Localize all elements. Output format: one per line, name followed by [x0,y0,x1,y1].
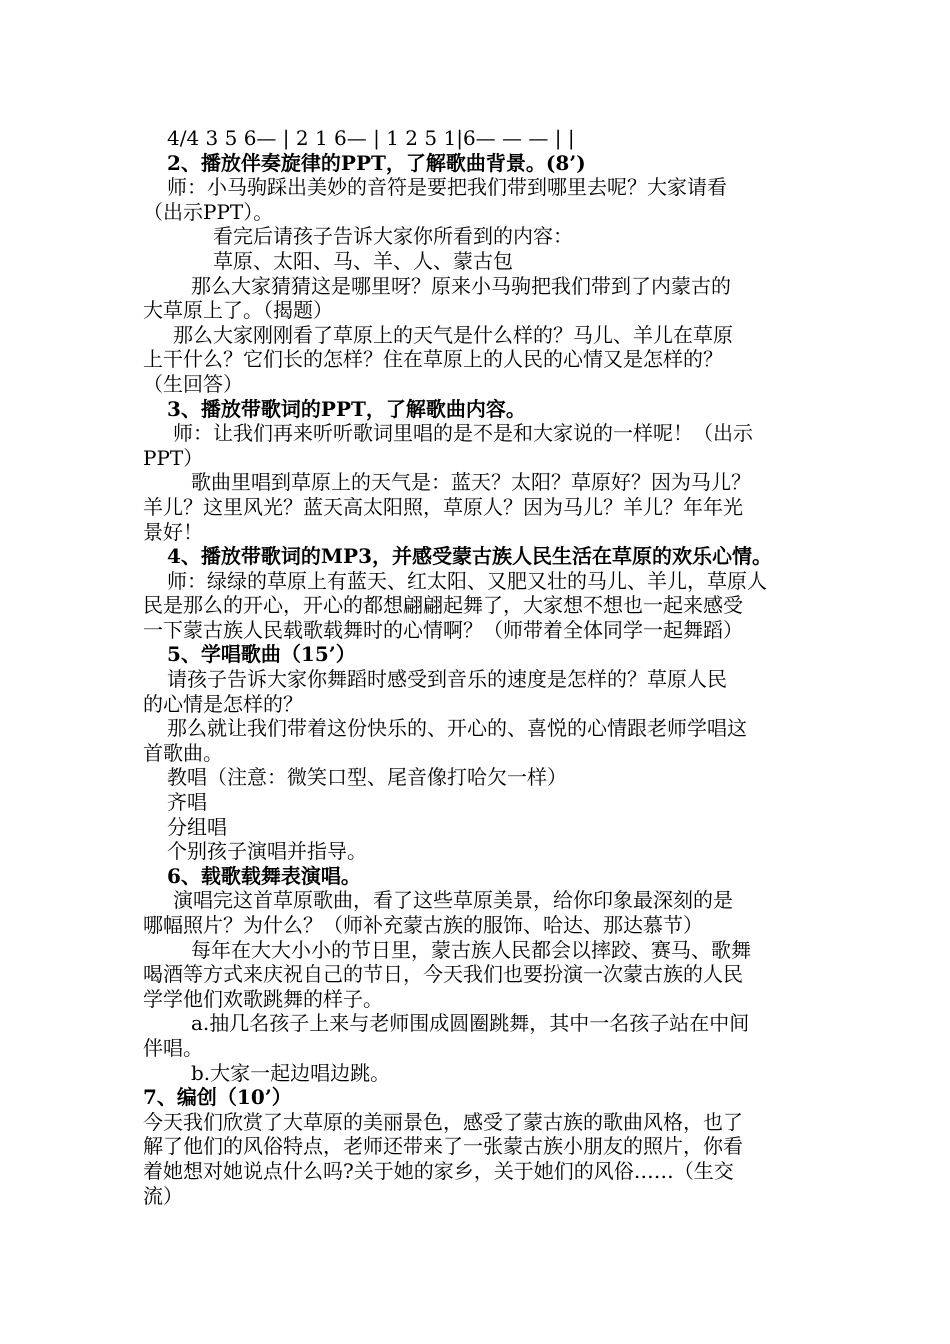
text-line: 教唱（注意：微笑口型、尾音像打哈欠一样） [167,765,567,790]
text-line: 师：小马驹踩出美妙的音符是要把我们带到哪里去呢？大家请看 [167,175,727,200]
text-line: 师：绿绿的草原上有蓝天、红太阳、又肥又壮的马儿、羊儿，草原人 [167,568,767,593]
text-line: 大草原上了。（揭题） [143,298,333,323]
text-line: 看完后请孩子告诉大家你所看到的内容： [213,224,573,249]
text-line: 那么大家猜猜这是哪里呀？原来小马驹把我们带到了内蒙古的 [191,273,731,298]
text-line: 每年在大大小小的节日里，蒙古族人民都会以摔跤、赛马、歌舞 [191,937,751,962]
text-line: 草原、太阳、马、羊、人、蒙古包 [213,248,513,273]
text-line: 流） [143,1183,183,1208]
text-line: 哪幅照片？为什么？（师补充蒙古族的服饰、哈达、那达慕节） [143,913,703,937]
text-line: 一下蒙古族人民载歌载舞时的心情啊？（师带着全体同学一起舞蹈） [143,617,743,642]
document-page [143,126,808,1208]
text-line: （出示PPT）。 [143,199,274,224]
text-line: 伴唱。 [143,1035,203,1060]
text-line: 着她想对她说点什么吗?关于她的家乡，关于她们的风俗……（生交 [143,1158,734,1183]
text-line: 喝酒等方式来庆祝自己的节日，今天我们也要扮演一次蒙古族的人民 [143,962,743,987]
text-line: 上干什么？它们长的怎样？住在草原上的人民的心情又是怎样的？ [143,347,723,372]
text-line: 景好！ [143,519,203,544]
text-line: （生回答） [143,371,243,396]
text-line: 个别孩子演唱并指导。 [167,839,367,864]
text-line: 今天我们欣赏了大草原的美丽景色，感受了蒙古族的歌曲风格，也了 [143,1109,743,1134]
text-line: 民是那么的开心，开心的都想翩翩起舞了，大家想不想也一起来感受 [143,593,743,618]
text-line: 那么就让我们带着这份快乐的、开心的、喜悦的心情跟老师学唱这 [167,716,747,741]
text-line: 学学他们欢歌跳舞的样子。 [143,986,383,1011]
text-line: 6、载歌载舞表演唱。 [167,863,361,888]
text-line: PPT） [143,445,204,470]
text-line: 演唱完这首草原歌曲，看了这些草原美景，给你印象最深刻的是 [173,888,733,913]
text-line: 4/4 3 5 6— | 2 1 6— | 1 2 5 1|6— — — | | [167,126,575,150]
text-line: 解了他们的风俗特点，老师还带来了一张蒙古族小朋友的照片，你看 [143,1134,743,1159]
text-line: 师：让我们再来听听歌词里唱的是不是和大家说的一样呢！（出示 [173,421,753,446]
text-line: 齐唱 [167,790,207,815]
text-line: 5、学唱歌曲（15’） [167,642,356,667]
text-line: 首歌曲。 [143,740,223,765]
text-line: 分组唱 [167,814,227,839]
text-line: 3、播放带歌词的PPT，了解歌曲内容。 [167,396,526,421]
text-line: 那么大家刚刚看了草原上的天气是什么样的？马儿、羊儿在草原 [173,322,733,347]
text-line: 羊儿？这里风光？蓝天高太阳照，草原人？因为马儿？羊儿？年年光 [143,494,743,519]
text-line: b.大家一起边唱边跳。 [191,1060,391,1085]
text-line: 2、播放伴奏旋律的PPT，了解歌曲背景。(8’) [167,150,586,175]
text-line: a.抽几名孩子上来与老师围成圆圈跳舞，其中一名孩子站在中间 [191,1011,750,1036]
text-line: 请孩子告诉大家你舞蹈时感受到音乐的速度是怎样的？草原人民 [167,667,727,692]
text-line: 歌曲里唱到草原上的天气是：蓝天？太阳？草原好？因为马儿？ [191,470,751,495]
text-line: 7、编创（10’） [143,1085,292,1110]
text-line: 4、播放带歌词的MP3，并感受蒙古族人民生活在草原的欢乐心情。 [167,544,773,569]
text-line: 的心情是怎样的？ [143,691,303,716]
